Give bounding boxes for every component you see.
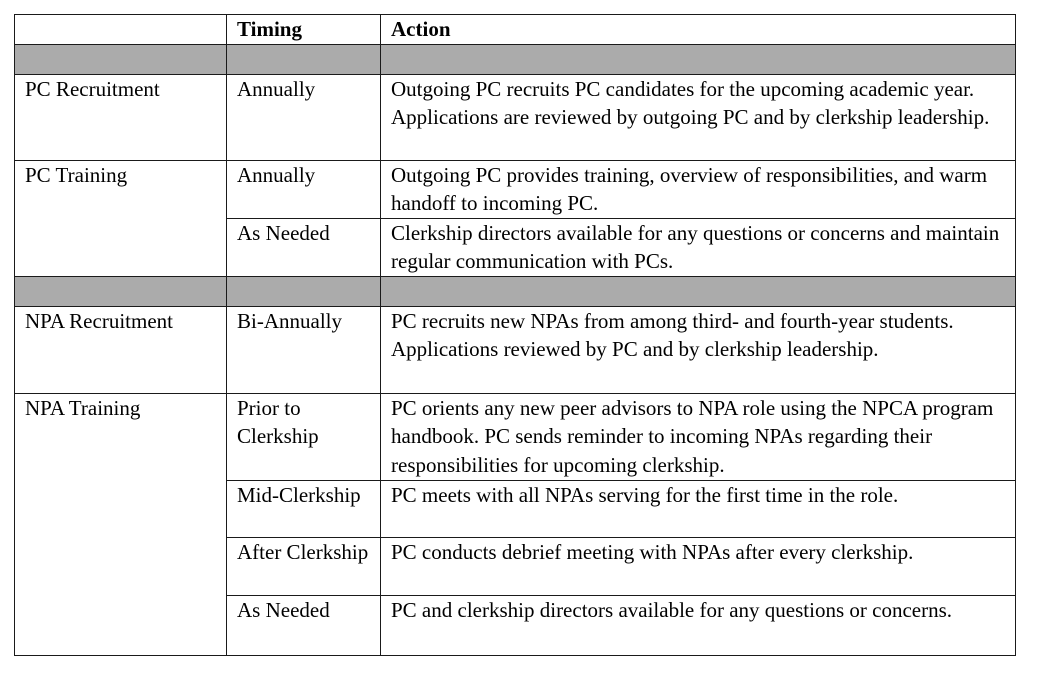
row-action: PC orients any new peer advisors to NPA role using the NPCA program handbook. PC sends reminder to incoming NPAs regarding their responsibilities for upcoming clerkship. xyxy=(381,393,1016,480)
row-timing: Annually xyxy=(227,160,381,218)
row-action: Outgoing PC provides training, overview of responsibilities, and warm handoff to incoming PC. xyxy=(381,160,1016,218)
row-action: Outgoing PC recruits PC candidates for the upcoming academic year. Applications are reviewed by outgoing PC and by clerkship leadership. xyxy=(381,74,1016,160)
row-timing: Mid-Clerkship xyxy=(227,480,381,537)
row-category: PC Recruitment xyxy=(15,74,227,160)
row-category: NPA Recruitment xyxy=(15,306,227,393)
header-timing: Timing xyxy=(227,15,381,45)
table-row xyxy=(15,160,1016,218)
section-separator xyxy=(15,276,1016,306)
row-timing: Prior to Clerkship xyxy=(227,393,381,480)
row-action: PC meets with all NPAs serving for the first time in the role. xyxy=(381,480,1016,537)
row-timing: Bi-Annually xyxy=(227,306,381,393)
header-action: Action xyxy=(381,15,1016,45)
row-action: PC and clerkship directors available for any questions or concerns. xyxy=(381,595,1016,655)
row-action: PC conducts debrief meeting with NPAs after every clerkship. xyxy=(381,537,1016,595)
row-timing: Annually xyxy=(227,74,381,160)
row-category: NPA Training xyxy=(15,393,227,655)
responsibilities-table xyxy=(14,14,1016,656)
table-row xyxy=(15,74,1016,160)
row-action: PC recruits new NPAs from among third- and fourth-year students. Applications reviewed by PC and by clerkship leadership. xyxy=(381,306,1016,393)
row-timing: As Needed xyxy=(227,595,381,655)
table-row xyxy=(15,393,1016,480)
table-row xyxy=(15,306,1016,393)
table-header-row xyxy=(15,15,1016,45)
row-action: Clerkship directors available for any questions or concerns and maintain regular communication with PCs. xyxy=(381,218,1016,276)
row-timing: After Clerkship xyxy=(227,537,381,595)
section-separator xyxy=(15,44,1016,74)
header-category xyxy=(15,15,227,45)
row-category: PC Training xyxy=(15,160,227,276)
row-timing: As Needed xyxy=(227,218,381,276)
